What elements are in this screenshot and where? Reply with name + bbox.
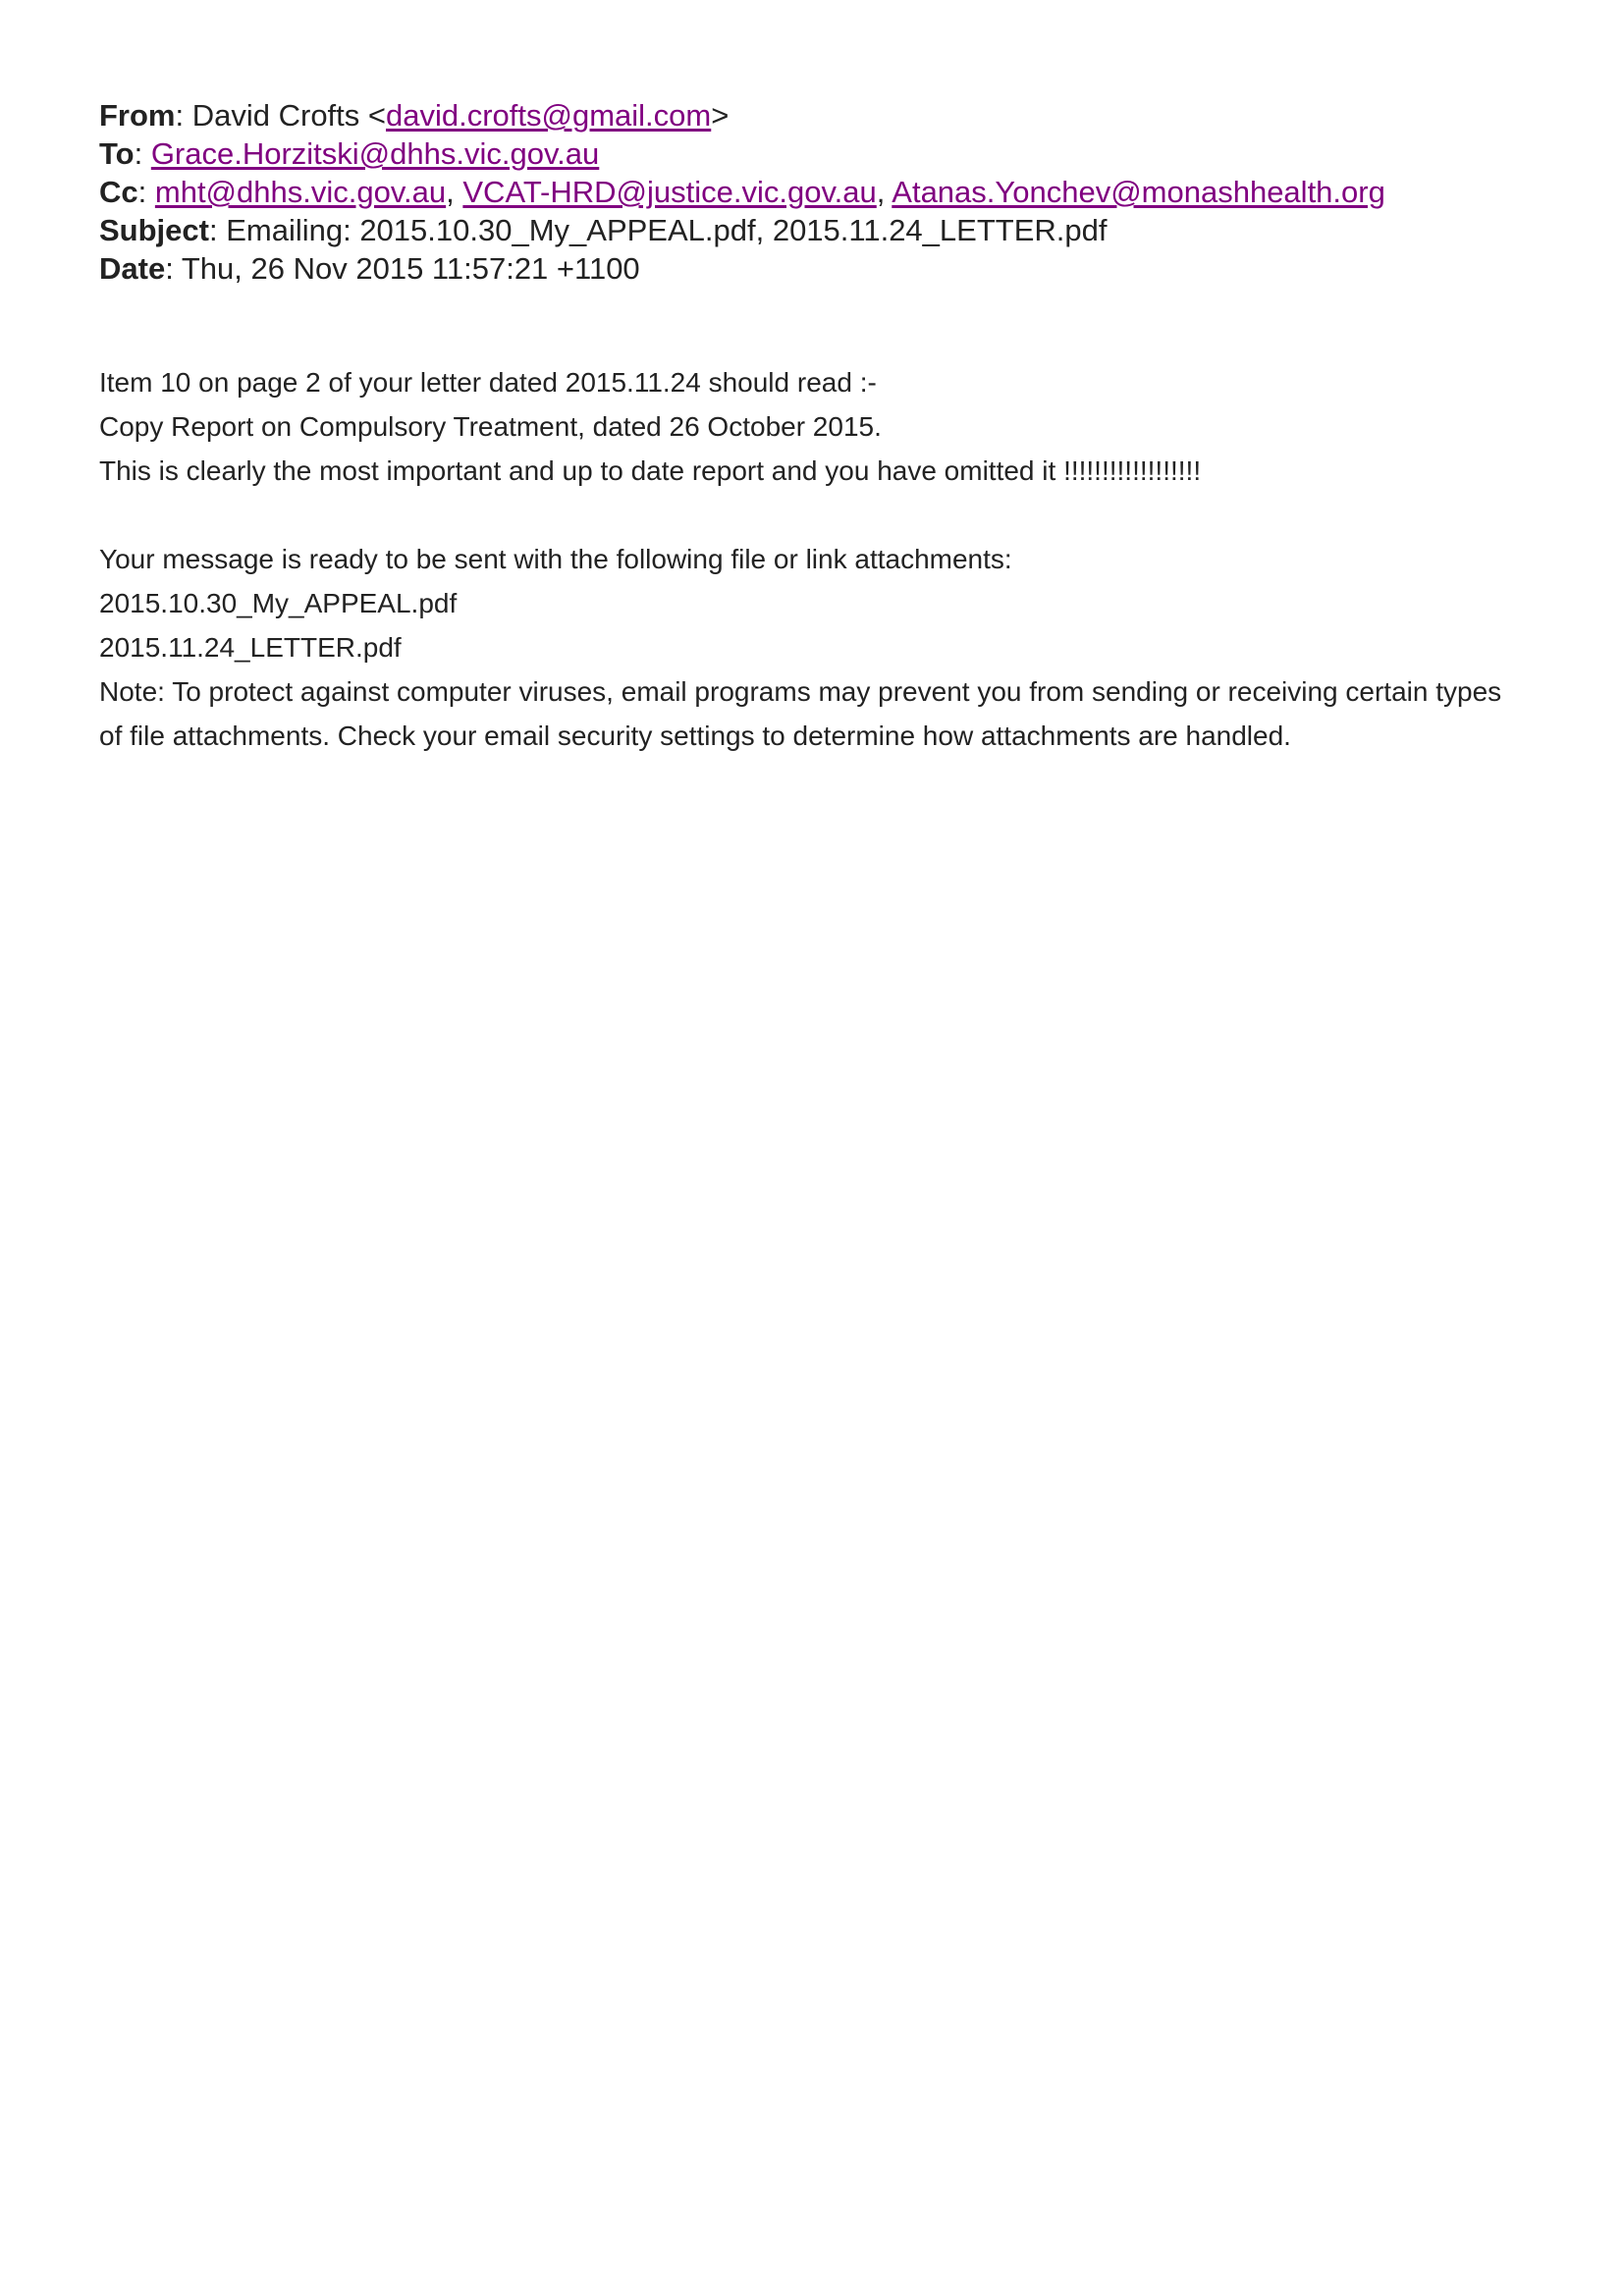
attachment-name: 2015.11.24_LETTER.pdf	[99, 632, 402, 663]
cc-row: Cc: mht@dhhs.vic.gov.au, VCAT-HRD@justice.vic.gov.au, Atanas.Yonchev@monashhealth.org	[99, 175, 1385, 209]
cc-email-link-2[interactable]: VCAT-HRD@justice.vic.gov.au	[462, 175, 877, 209]
email-headers	[99, 96, 1523, 288]
to-label: To	[99, 136, 135, 171]
body-line: This is clearly the most important and up to date report and you have omitted it !!!!!!!!!!!!!!!!!!	[99, 455, 1202, 486]
subject-text: Emailing: 2015.10.30_My_APPEAL.pdf, 2015.11.24_LETTER.pdf	[226, 213, 1108, 247]
from-email-link[interactable]: david.crofts@gmail.com	[386, 98, 712, 133]
paragraph-gap	[99, 493, 1523, 537]
date-label: Date	[99, 251, 166, 286]
cc-email-link-1[interactable]: mht@dhhs.vic.gov.au	[154, 175, 447, 209]
body-line: Copy Report on Compulsory Treatment, dated 26 October 2015.	[99, 411, 882, 442]
cc-label: Cc	[99, 175, 138, 209]
to-email-link[interactable]: Grace.Horzitski@dhhs.vic.gov.au	[150, 136, 600, 171]
subject-row: Subject: Emailing: 2015.10.30_My_APPEAL.pdf, 2015.11.24_LETTER.pdf	[99, 213, 1108, 247]
date-row: Date: Thu, 26 Nov 2015 11:57:21 +1100	[99, 251, 640, 286]
attachment-name: 2015.10.30_My_APPEAL.pdf	[99, 588, 458, 618]
body-line: of file attachments. Check your email security settings to determine how attachments are handled.	[99, 721, 1291, 751]
to-row: To: Grace.Horzitski@dhhs.vic.gov.au	[99, 136, 600, 171]
cc-email-link-3[interactable]: Atanas.Yonchev@monashhealth.org	[892, 175, 1385, 209]
date-text: Thu, 26 Nov 2015 11:57:21 +1100	[181, 251, 640, 286]
from-name: David Crofts	[191, 98, 360, 133]
email-body	[99, 360, 1523, 758]
subject-label: Subject	[99, 213, 209, 247]
body-line: Your message is ready to be sent with the following file or link attachments:	[99, 544, 1012, 574]
body-line: Note: To protect against computer viruses, email programs may prevent you from sending or receiving certain types	[99, 676, 1502, 707]
body-line: Item 10 on page 2 of your letter dated 2015.11.24 should read :-	[99, 367, 877, 398]
from-label: From	[99, 98, 176, 133]
email-document	[99, 96, 1523, 758]
from-row: From: David Crofts <david.crofts@gmail.com>	[99, 98, 730, 133]
